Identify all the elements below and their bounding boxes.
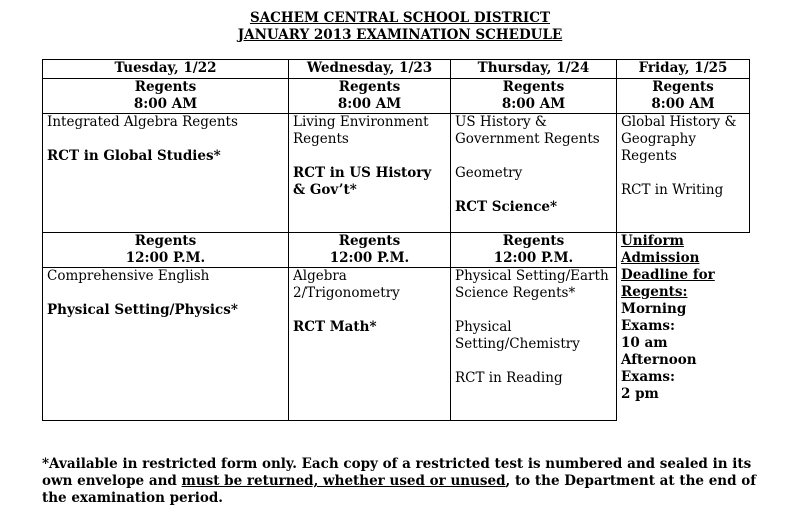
day-header-friday: Friday, 1/25 — [617, 60, 750, 79]
session-afternoon-wednesday — [289, 233, 451, 268]
exam-item: Living Environment Regents — [293, 114, 429, 147]
exam-item: Integrated Algebra Regents — [47, 114, 238, 130]
exam-item: Physical Setting/Earth Science Regents* — [455, 268, 609, 301]
session-afternoon-thursday — [451, 233, 617, 268]
uniform-heading-line: Deadline for — [621, 267, 715, 283]
exam-item: Comprehensive English — [47, 268, 210, 284]
footnote-text-end: , to the Department at the end of the examination period. — [42, 473, 757, 506]
footnote-underlined: must be returned, whether used or unused — [181, 473, 506, 489]
exams-morning-thursday — [451, 114, 617, 233]
exam-item: Geometry — [455, 165, 523, 181]
exam-item: RCT Science* — [455, 199, 558, 215]
exam-item: RCT in Global Studies* — [47, 148, 221, 164]
session-label: Regents — [502, 79, 565, 95]
exam-item: RCT in Writing — [621, 182, 724, 198]
spacer — [455, 353, 612, 370]
spacer — [293, 148, 446, 165]
uniform-heading — [621, 233, 746, 301]
session-morning-thursday — [451, 79, 617, 114]
session-afternoon-tuesday — [43, 233, 289, 268]
uniform-detail-line: Afternoon — [621, 352, 697, 368]
spacer — [621, 165, 745, 182]
spacer — [47, 285, 284, 302]
uniform-details — [621, 301, 746, 403]
session-label: Regents — [134, 233, 197, 249]
morning-session-row — [43, 79, 750, 114]
uniform-admission-note — [617, 233, 750, 421]
schedule-title: JANUARY 2013 EXAMINATION SCHEDULE — [237, 27, 563, 43]
district-title: SACHEM CENTRAL SCHOOL DISTRICT — [249, 10, 551, 26]
session-morning-wednesday — [289, 79, 451, 114]
footnote-text: *Available in restricted form only. Each copy of a restricted test is numbered and sealed in its own envelope and — [42, 456, 752, 489]
uniform-detail-line: 2 pm — [621, 386, 659, 402]
spacer — [293, 302, 446, 319]
session-time: 8:00 AM — [651, 96, 715, 112]
session-time: 12:00 P.M. — [125, 250, 206, 266]
exam-item: Physical Setting/Chemistry — [455, 319, 580, 352]
exams-afternoon-wednesday — [289, 268, 451, 421]
exams-afternoon-thursday — [451, 268, 617, 421]
exam-item: RCT Math* — [293, 319, 377, 335]
session-time: 12:00 P.M. — [329, 250, 410, 266]
spacer — [455, 302, 612, 319]
exam-item: Global History & Geography Regents — [621, 114, 737, 164]
exams-morning-friday — [617, 114, 750, 233]
session-time: 8:00 AM — [501, 96, 566, 112]
uniform-heading-line: Regents: — [621, 284, 688, 300]
spacer — [455, 148, 612, 165]
exam-item: RCT in Reading — [455, 370, 563, 386]
session-label: Regents — [338, 79, 401, 95]
afternoon-session-row — [43, 233, 750, 268]
restricted-form-footnote — [42, 456, 782, 507]
session-time: 8:00 AM — [133, 96, 198, 112]
exams-afternoon-tuesday — [43, 268, 289, 421]
session-label: Regents — [134, 79, 197, 95]
session-time: 12:00 P.M. — [493, 250, 574, 266]
spacer — [455, 182, 612, 199]
exams-morning-wednesday — [289, 114, 451, 233]
morning-exams-row — [43, 114, 750, 233]
exam-item: RCT in US History & Gov’t* — [293, 165, 432, 198]
day-header-row — [43, 60, 750, 79]
day-header-wednesday: Wednesday, 1/23 — [289, 60, 451, 79]
exams-morning-tuesday — [43, 114, 289, 233]
session-label: Regents — [652, 79, 714, 95]
session-label: Regents — [502, 233, 565, 249]
session-time: 8:00 AM — [337, 96, 402, 112]
session-label: Regents — [338, 233, 401, 249]
day-header-thursday: Thursday, 1/24 — [451, 60, 617, 79]
exam-item: US History & Government Regents — [455, 114, 600, 147]
uniform-detail-line: Exams: — [621, 369, 675, 385]
exam-schedule-table — [42, 59, 750, 421]
uniform-heading-line: Uniform — [621, 233, 684, 249]
uniform-detail-line: 10 am — [621, 335, 668, 351]
uniform-detail-line: Morning — [621, 301, 687, 317]
spacer — [47, 131, 284, 148]
uniform-heading-line: Admission — [621, 250, 700, 266]
day-header-tuesday: Tuesday, 1/22 — [43, 60, 289, 79]
session-morning-friday — [617, 79, 750, 114]
session-morning-tuesday — [43, 79, 289, 114]
exam-item: Algebra 2/Trigonometry — [293, 268, 400, 301]
uniform-detail-line: Exams: — [621, 318, 675, 334]
exam-item: Physical Setting/Physics* — [47, 302, 238, 318]
